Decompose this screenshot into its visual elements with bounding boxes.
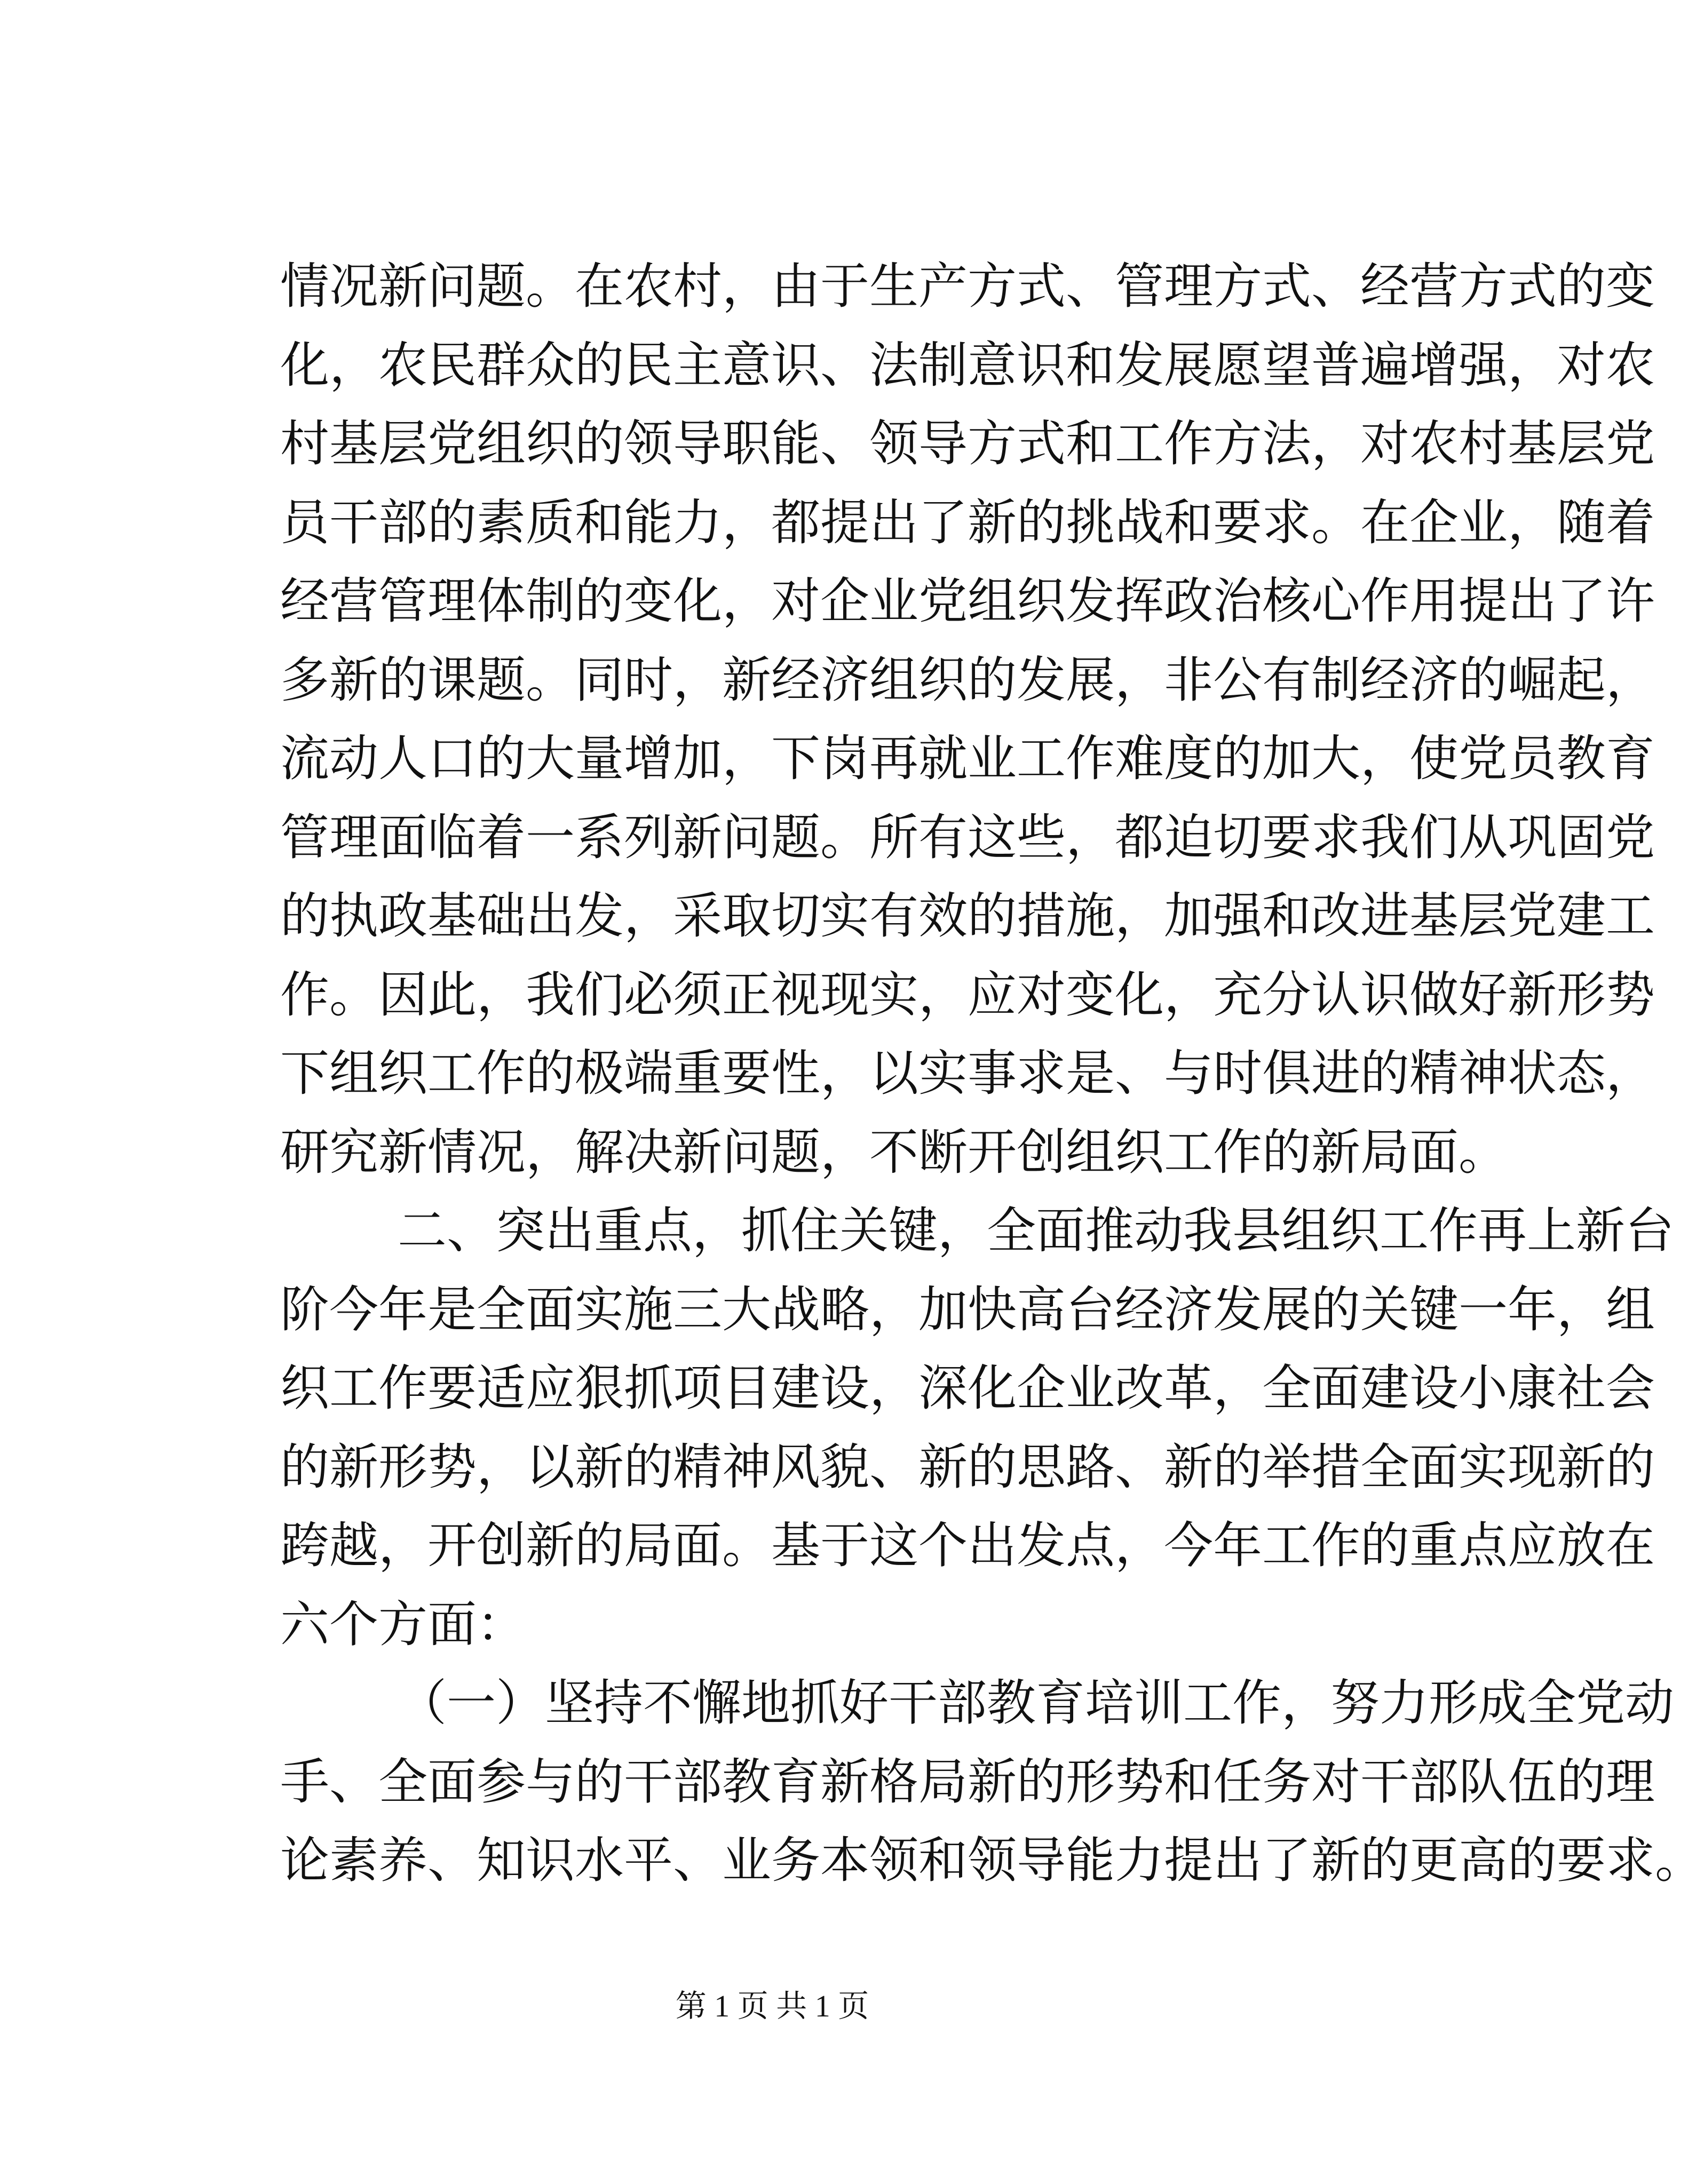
text-line: 的执政基础出发，采取切实有效的措施，加强和改进基层党建工 [280, 887, 1655, 944]
page-number-footer: 第 1 页 共 1 页 [675, 1989, 869, 2023]
text-line: 员干部的素质和能力，都提出了新的挑战和要求。在企业，随着 [280, 494, 1655, 551]
text-line: 村基层党组织的领导职能、领导方式和工作方法，对农村基层党 [280, 415, 1655, 472]
text-line: 研究新情况，解决新问题，不断开创组织工作的新局面。 [280, 1124, 1508, 1181]
text-line: 阶今年是全面实施三大战略，加快高台经济发展的关键一年，组 [280, 1281, 1655, 1338]
text-line: 经营管理体制的变化，对企业党组织发挥政治核心作用提出了许 [280, 573, 1655, 630]
text-line: 流动人口的大量增加，下岗再就业工作难度的加大，使党员教育 [280, 730, 1655, 787]
text-line: 化，农民群众的民主意识、法制意识和发展愿望普遍增强，对农 [280, 337, 1655, 394]
text-line: 论素养、知识水平、业务本领和领导能力提出了新的更高的要求。 [280, 1832, 1704, 1889]
text-line: 跨越，开创新的局面。基于这个出发点，今年工作的重点应放在 [280, 1517, 1655, 1574]
text-line: 多新的课题。同时，新经济组织的发展，非公有制经济的崛起， [280, 652, 1655, 709]
text-line: 管理面临着一系列新问题。所有这些，都迫切要求我们从巩固党 [280, 809, 1655, 866]
text-line: 六个方面： [280, 1596, 526, 1653]
text-line: 情况新问题。在农村，由于生产方式、管理方式、经营方式的变 [280, 258, 1655, 315]
text-line: 织工作要适应狠抓项目建设，深化企业改革，全面建设小康社会 [280, 1360, 1655, 1417]
text-line: （一）坚持不懈地抓好干部教育培训工作，努力形成全党动 [398, 1674, 1675, 1732]
text-line: 下组织工作的极端重要性，以实事求是、与时俱进的精神状态， [280, 1045, 1655, 1102]
text-line: 作。因此，我们必须正视现实，应对变化，充分认识做好新形势 [280, 966, 1655, 1023]
text-line: 手、全面参与的干部教育新格局新的形势和任务对干部队伍的理 [280, 1753, 1655, 1810]
text-line: 的新形势，以新的精神风貌、新的思路、新的举措全面实现新的 [280, 1439, 1655, 1496]
text-line: 二、突出重点，抓住关键，全面推动我县组织工作再上新台 [398, 1202, 1675, 1259]
